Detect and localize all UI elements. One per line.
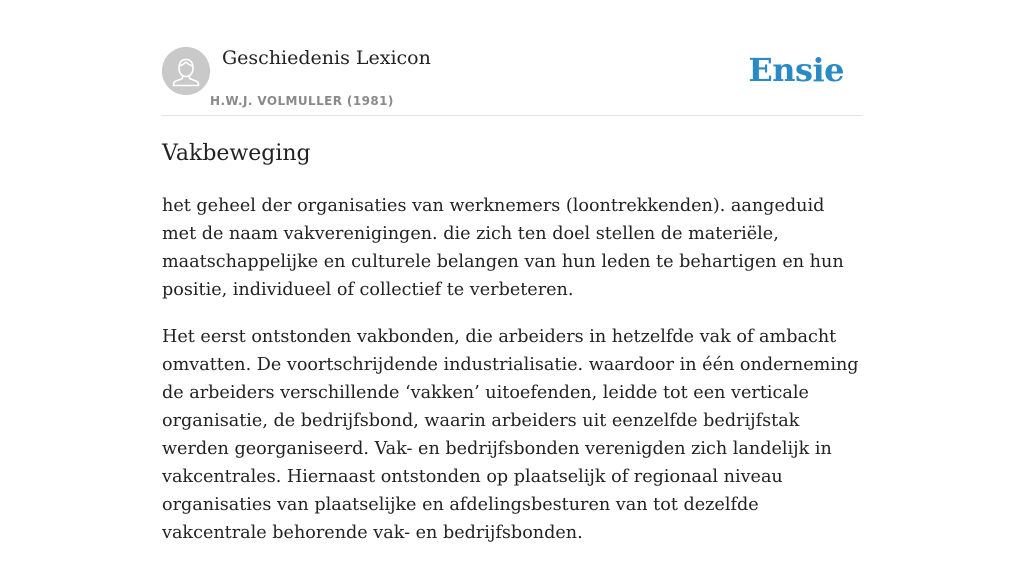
source-author: H.W.J. VOLMULLER (1981): [210, 94, 394, 108]
source-header: [162, 46, 862, 116]
avatar[interactable]: [162, 47, 210, 95]
entry-paragraph: het geheel der organisaties van werknemers (loontrekkenden). aangeduid met de naam vakverenigingen. die zich ten doel stellen de materiële, maatschappelijke en culturele belangen van hun leden te behartigen en hun positie, individueel of collectief te verbeteren.: [162, 196, 844, 300]
entry-paragraph: Het eerst ontstonden vakbonden, die arbeiders in hetzelfde vak of ambacht omvatten. De voortschrijdende industrialisatie. waardoor in één onderneming de arbeiders verschillende ‘vakken’ uitoefenden, leidde tot een verticale organisatie, de bedrijfsbond, waarin arbeiders uit eenzelfde bedrijfstak werden georganiseerd. Vak- en bedrijfsbonden verenigden zich landelijk in vakcentrales. Hiernaast ontstonden op plaatselijk of regionaal niveau organisaties van plaatselijke en afdelingsbesturen van tot dezelfde vakcentrale behorende vak- en bedrijfsbonden.: [162, 327, 859, 543]
brand-logo[interactable]: Ensie: [748, 51, 844, 89]
source-title[interactable]: Geschiedenis Lexicon: [222, 47, 431, 69]
entry-title: Vakbeweging: [162, 141, 311, 166]
entry-body: [162, 192, 862, 566]
user-icon: [162, 47, 210, 95]
